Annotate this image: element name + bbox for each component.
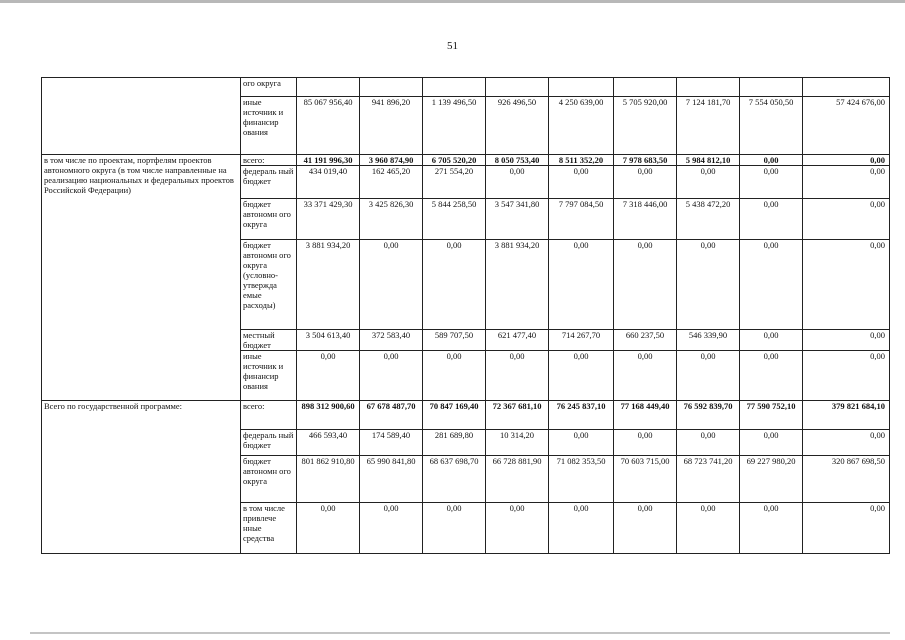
value-cell: 372 583,40 xyxy=(360,330,423,351)
value-cell: 320 867 698,50 xyxy=(803,456,890,503)
value-cell: 8 511 352,20 xyxy=(549,155,614,166)
value-cell: 5 984 812,10 xyxy=(677,155,740,166)
value-cell: 0,00 xyxy=(614,430,677,456)
value-cell: 7 554 050,50 xyxy=(740,97,803,155)
value-cell: 714 267,70 xyxy=(549,330,614,351)
table-row xyxy=(42,78,890,97)
value-cell: 660 237,50 xyxy=(614,330,677,351)
table-row xyxy=(42,155,890,166)
value-cell: 0,00 xyxy=(614,351,677,401)
value-cell: 41 191 996,30 xyxy=(297,155,360,166)
value-cell: 621 477,40 xyxy=(486,330,549,351)
value-cell: 3 504 613,40 xyxy=(297,330,360,351)
value-cell: 0,00 xyxy=(549,351,614,401)
value-cell: 7 318 446,00 xyxy=(614,199,677,240)
value-cell: 434 019,40 xyxy=(297,166,360,199)
value-cell: 0,00 xyxy=(740,166,803,199)
value-cell: 76 592 839,70 xyxy=(677,401,740,430)
value-cell: 546 339,90 xyxy=(677,330,740,351)
value-cell: 3 881 934,20 xyxy=(297,240,360,330)
value-cell: 0,00 xyxy=(297,503,360,554)
funding-source: федераль ный бюджет xyxy=(241,430,297,456)
value-cell: 0,00 xyxy=(423,351,486,401)
value-cell: 0,00 xyxy=(549,240,614,330)
value-cell: 7 978 683,50 xyxy=(614,155,677,166)
value-cell: 379 821 684,10 xyxy=(803,401,890,430)
section-label xyxy=(42,78,241,155)
value-cell: 0,00 xyxy=(803,430,890,456)
funding-source: ого округа xyxy=(241,78,297,97)
value-cell: 68 723 741,20 xyxy=(677,456,740,503)
value-cell xyxy=(486,78,549,97)
value-cell: 4 250 639,00 xyxy=(549,97,614,155)
funding-source: местный бюджет xyxy=(241,330,297,351)
value-cell: 0,00 xyxy=(486,503,549,554)
value-cell: 70 847 169,40 xyxy=(423,401,486,430)
value-cell: 71 082 353,50 xyxy=(549,456,614,503)
value-cell: 77 590 752,10 xyxy=(740,401,803,430)
value-cell: 941 896,20 xyxy=(360,97,423,155)
value-cell: 7 797 084,50 xyxy=(549,199,614,240)
value-cell: 162 465,20 xyxy=(360,166,423,199)
value-cell: 0,00 xyxy=(360,240,423,330)
funding-source: иные источник и финансир ования xyxy=(241,351,297,401)
value-cell: 0,00 xyxy=(360,503,423,554)
value-cell: 76 245 837,10 xyxy=(549,401,614,430)
value-cell: 281 689,80 xyxy=(423,430,486,456)
value-cell: 0,00 xyxy=(740,430,803,456)
value-cell: 68 637 698,70 xyxy=(423,456,486,503)
value-cell: 69 227 980,20 xyxy=(740,456,803,503)
value-cell: 65 990 841,80 xyxy=(360,456,423,503)
value-cell: 0,00 xyxy=(677,166,740,199)
section-label: в том числе по проектам, портфелям проектов автономного округа (в том числе направленные на реализацию национальных и федеральных проектов Российской Федерации) xyxy=(42,155,241,401)
budget-table xyxy=(41,77,890,554)
value-cell: 926 496,50 xyxy=(486,97,549,155)
value-cell: 0,00 xyxy=(677,240,740,330)
value-cell: 0,00 xyxy=(803,503,890,554)
value-cell: 7 124 181,70 xyxy=(677,97,740,155)
value-cell: 0,00 xyxy=(360,351,423,401)
funding-source: всего: xyxy=(241,155,297,166)
value-cell: 0,00 xyxy=(297,351,360,401)
value-cell: 0,00 xyxy=(740,351,803,401)
page-number: 51 xyxy=(447,40,458,52)
value-cell: 33 371 429,30 xyxy=(297,199,360,240)
value-cell: 66 728 881,90 xyxy=(486,456,549,503)
value-cell: 0,00 xyxy=(486,351,549,401)
funding-source: в том числе привлече нные средства xyxy=(241,503,297,554)
value-cell: 3 881 934,20 xyxy=(486,240,549,330)
value-cell: 0,00 xyxy=(614,166,677,199)
value-cell: 0,00 xyxy=(677,503,740,554)
value-cell: 0,00 xyxy=(549,166,614,199)
value-cell: 898 312 900,60 xyxy=(297,401,360,430)
value-cell: 85 067 956,40 xyxy=(297,97,360,155)
value-cell: 5 438 472,20 xyxy=(677,199,740,240)
value-cell: 0,00 xyxy=(549,430,614,456)
funding-source: федераль ный бюджет xyxy=(241,166,297,199)
value-cell: 0,00 xyxy=(614,240,677,330)
value-cell: 70 603 715,00 xyxy=(614,456,677,503)
value-cell: 10 314,20 xyxy=(486,430,549,456)
value-cell xyxy=(614,78,677,97)
value-cell: 0,00 xyxy=(423,503,486,554)
value-cell: 0,00 xyxy=(803,351,890,401)
value-cell: 67 678 487,70 xyxy=(360,401,423,430)
value-cell: 0,00 xyxy=(740,240,803,330)
value-cell: 174 589,40 xyxy=(360,430,423,456)
value-cell: 0,00 xyxy=(549,503,614,554)
value-cell: 5 705 920,00 xyxy=(614,97,677,155)
value-cell xyxy=(677,78,740,97)
value-cell xyxy=(740,78,803,97)
value-cell: 0,00 xyxy=(803,155,890,166)
value-cell: 1 139 496,50 xyxy=(423,97,486,155)
value-cell: 8 050 753,40 xyxy=(486,155,549,166)
value-cell xyxy=(803,78,890,97)
value-cell: 0,00 xyxy=(614,503,677,554)
value-cell: 0,00 xyxy=(740,155,803,166)
value-cell xyxy=(423,78,486,97)
value-cell: 801 862 910,80 xyxy=(297,456,360,503)
value-cell: 0,00 xyxy=(803,240,890,330)
value-cell: 0,00 xyxy=(740,503,803,554)
value-cell: 0,00 xyxy=(803,330,890,351)
value-cell: 57 424 676,00 xyxy=(803,97,890,155)
scan-edge-bottom xyxy=(30,632,890,634)
section-label: Всего по государственной программе: xyxy=(42,401,241,554)
value-cell xyxy=(360,78,423,97)
funding-source: всего: xyxy=(241,401,297,430)
value-cell: 3 547 341,80 xyxy=(486,199,549,240)
value-cell: 0,00 xyxy=(486,166,549,199)
funding-source: бюджет автономн ого округа xyxy=(241,199,297,240)
value-cell: 0,00 xyxy=(803,199,890,240)
value-cell: 3 425 826,30 xyxy=(360,199,423,240)
value-cell: 0,00 xyxy=(423,240,486,330)
value-cell: 271 554,20 xyxy=(423,166,486,199)
value-cell xyxy=(549,78,614,97)
funding-source: бюджет автономн ого округа (условно- утвержда емые расходы) xyxy=(241,240,297,330)
table-row xyxy=(42,401,890,430)
value-cell: 0,00 xyxy=(677,430,740,456)
table-body xyxy=(42,78,890,554)
value-cell: 5 844 258,50 xyxy=(423,199,486,240)
value-cell: 589 707,50 xyxy=(423,330,486,351)
funding-source: бюджет автономн ого округа xyxy=(241,456,297,503)
value-cell: 72 367 681,10 xyxy=(486,401,549,430)
value-cell: 3 960 874,90 xyxy=(360,155,423,166)
value-cell: 77 168 449,40 xyxy=(614,401,677,430)
scan-edge-top xyxy=(0,0,905,3)
value-cell: 0,00 xyxy=(740,330,803,351)
value-cell xyxy=(297,78,360,97)
value-cell: 0,00 xyxy=(803,166,890,199)
funding-source: иные источник и финансир ования xyxy=(241,97,297,155)
value-cell: 0,00 xyxy=(740,199,803,240)
value-cell: 466 593,40 xyxy=(297,430,360,456)
value-cell: 0,00 xyxy=(677,351,740,401)
value-cell: 6 705 520,20 xyxy=(423,155,486,166)
